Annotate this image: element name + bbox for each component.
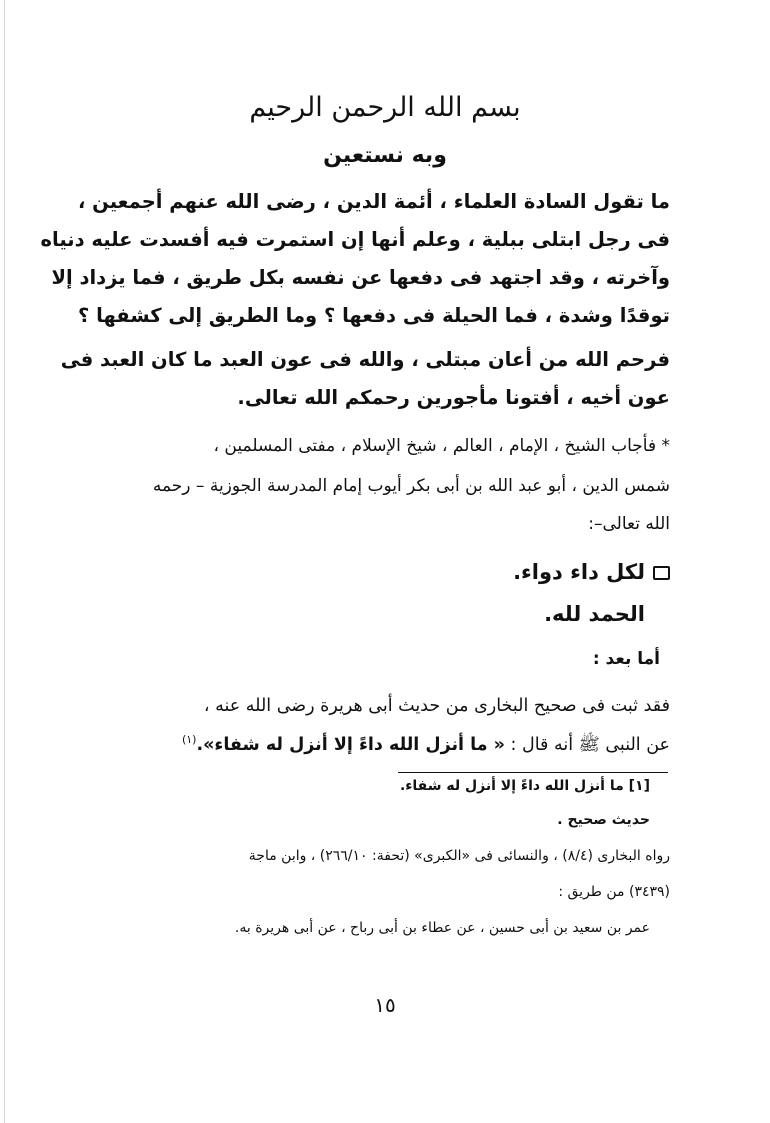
square-bullet-icon xyxy=(653,566,670,580)
question-closing-line: عون أخيه ، أفتونا مأجورين رحمكم الله تعالى. xyxy=(237,386,670,409)
footnote-grade: حديث صحيح . xyxy=(557,812,650,828)
amma-bad-line: أما بعد : xyxy=(592,649,660,669)
footnote-title: [١] ما أنزل الله داءً إلا أنزل له شفاء. xyxy=(399,778,650,794)
question-closing-line: فرحم الله من أعان مبتلى ، والله فى عون العبد ما كان العبد فى xyxy=(60,348,670,371)
body-line: فقد ثبت فى صحيح البخارى من حديث أبى هريرة رضى الله عنه ، xyxy=(203,696,670,716)
section-heading-text: لكل داء دواء. xyxy=(513,560,645,584)
subtitle-heading: وبه نستعين xyxy=(323,143,447,168)
hadith-line xyxy=(182,733,670,759)
footnote-source-line: (٣٤٣٩) من طريق : xyxy=(558,884,670,900)
praise-line: الحمد لله. xyxy=(544,602,645,626)
section-heading xyxy=(513,560,670,584)
hadith-quote: « ما أنزل الله داءً إلا أنزل له شفاء». xyxy=(196,735,505,755)
answer-intro-line: شمس الدين ، أبو عبد الله بن أبى بكر أيوب إمام المدرسة الجوزية – رحمه xyxy=(152,476,670,496)
answer-intro-line: * فأجاب الشيخ ، الإمام ، العالم ، شيخ الإسلام ، مفتى المسلمين ، xyxy=(213,436,670,456)
question-line: فى رجل ابتلى ببلية ، وعلم أنها إن استمرت فيه أفسدت عليه دنياه xyxy=(40,228,670,251)
page-number: ١٥ xyxy=(374,993,396,1017)
scan-edge xyxy=(4,0,5,1123)
footnote-separator xyxy=(398,772,668,773)
hadith-intro: عن النبى ﷺ أنه قال : xyxy=(510,735,670,755)
footnote-chain: عمر بن سعيد بن أبى حسين ، عن عطاء بن أبى رباح ، عن أبى هريرة به. xyxy=(234,920,650,936)
basmala-heading: بسم الله الرحمن الرحيم xyxy=(249,92,521,123)
footnote-marker: (١) xyxy=(181,733,197,747)
footnote-source-line: رواه البخارى (٨/٤) ، والنسائى فى «الكبرى» (تحفة: ٢٦٦/١٠) ، وابن ماجة xyxy=(248,848,670,864)
question-line: وآخرته ، وقد اجتهد فى دفعها عن نفسه بكل طريق ، فما يزداد إلا xyxy=(51,266,670,289)
question-line: توقدًا وشدة ، فما الحيلة فى دفعها ؟ وما الطريق إلى كشفها ؟ xyxy=(78,304,670,327)
question-line: ما تقول السادة العلماء ، أئمة الدين ، رضى الله عنهم أجمعين ، xyxy=(77,190,670,213)
answer-intro-line: الله تعالى–: xyxy=(588,514,670,534)
